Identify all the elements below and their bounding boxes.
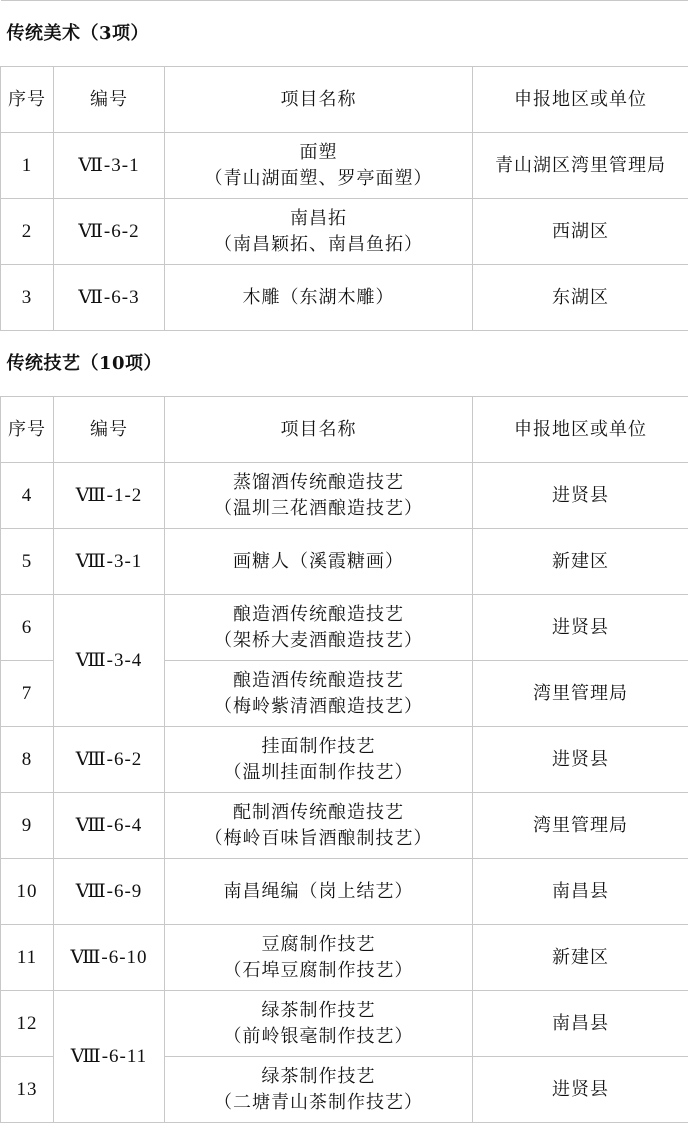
row-name [165,925,473,991]
row-name-main: 绿茶制作技艺 [261,1065,376,1087]
row-name-main: 酿造酒传统酿造技艺 [233,603,404,625]
row-code: Ⅷ-6-10 [54,925,165,991]
table-row [1,265,688,331]
row-name-main: 豆腐制作技艺 [261,933,376,955]
row-name-main: 南昌绳编（岗上结艺） [223,880,414,902]
row-region: 湾里管理局 [473,793,688,859]
row-region: 南昌县 [473,991,688,1057]
table-row [1,991,688,1057]
row-name-main: 挂面制作技艺 [261,735,376,757]
row-seq: 10 [1,859,54,925]
row-region: 进贤县 [473,595,688,661]
row-seq: 8 [1,727,54,793]
row-name [165,1057,473,1123]
row-name [165,727,473,793]
row-region: 进贤县 [473,463,688,529]
header-name: 项目名称 [165,397,473,463]
header-region: 申报地区或单位 [473,67,688,133]
row-name-main: 南昌拓 [290,207,347,229]
row-name-sub: （前岭银毫制作技艺） [223,1025,414,1047]
row-seq: 5 [1,529,54,595]
row-region: 湾里管理局 [473,661,688,727]
row-name-sub: （架桥大麦酒酿造技艺） [214,629,423,651]
row-name-sub: （二塘青山茶制作技艺） [214,1091,423,1113]
row-code: Ⅶ-3-1 [54,133,165,199]
row-name-main: 面塑 [299,141,338,163]
row-code: Ⅷ-6-11 [54,991,165,1123]
row-name-main: 配制酒传统酿造技艺 [233,801,404,823]
row-name [165,661,473,727]
row-region: 西湖区 [473,199,688,265]
section-title-row [1,331,688,397]
row-name-main: 绿茶制作技艺 [261,999,376,1021]
header-row [1,397,688,463]
row-name [165,133,473,199]
section-title: 传统美术（3项） [1,1,688,67]
row-name [165,793,473,859]
row-name [165,859,473,925]
row-name-sub: （青山湖面塑、罗亭面塑） [204,167,433,189]
row-region: 进贤县 [473,727,688,793]
row-code: Ⅷ-6-9 [54,859,165,925]
row-name-main: 蒸馏酒传统酿造技艺 [233,471,404,493]
row-code: Ⅷ-3-1 [54,529,165,595]
row-code: Ⅷ-6-2 [54,727,165,793]
table-row [1,727,688,793]
row-name-sub: （南昌颖拓、南昌鱼拓） [214,233,423,255]
header-code: 编号 [54,397,165,463]
row-region: 青山湖区湾里管理局 [473,133,688,199]
row-name-sub: （梅岭百味旨酒酿制技艺） [204,827,433,849]
row-name-sub: （温圳三花酒酿造技艺） [214,497,423,519]
row-region: 新建区 [473,529,688,595]
row-name-sub: （梅岭紫清酒酿造技艺） [214,695,423,717]
header-seq: 序号 [1,397,54,463]
row-seq: 7 [1,661,54,727]
row-name [165,991,473,1057]
row-region: 进贤县 [473,1057,688,1123]
header-seq: 序号 [1,67,54,133]
row-region: 新建区 [473,925,688,991]
row-seq: 11 [1,925,54,991]
row-code: Ⅷ-6-4 [54,793,165,859]
table-row [1,133,688,199]
table-row [1,793,688,859]
table-row [1,463,688,529]
header-code: 编号 [54,67,165,133]
row-seq: 4 [1,463,54,529]
section-title: 传统技艺（10项） [1,331,688,397]
row-code: Ⅷ-3-4 [54,595,165,727]
row-name-main: 酿造酒传统酿造技艺 [233,669,404,691]
row-code: Ⅷ-1-2 [54,463,165,529]
table-row [1,199,688,265]
row-code: Ⅶ-6-2 [54,199,165,265]
row-seq: 13 [1,1057,54,1123]
table-row [1,595,688,661]
table-row [1,859,688,925]
row-name-main: 木雕（东湖木雕） [242,286,395,308]
row-name [165,463,473,529]
row-seq: 3 [1,265,54,331]
header-row [1,67,688,133]
row-seq: 2 [1,199,54,265]
row-name [165,595,473,661]
row-seq: 9 [1,793,54,859]
section-title-row [1,1,688,67]
row-name-sub: （温圳挂面制作技艺） [223,761,414,783]
row-name-sub: （石埠豆腐制作技艺） [223,959,414,981]
row-name [165,529,473,595]
table-row [1,529,688,595]
header-name: 项目名称 [165,67,473,133]
row-region: 东湖区 [473,265,688,331]
row-code: Ⅶ-6-3 [54,265,165,331]
header-region: 申报地区或单位 [473,397,688,463]
row-name [165,265,473,331]
row-name [165,199,473,265]
table-row [1,925,688,991]
row-seq: 6 [1,595,54,661]
row-seq: 1 [1,133,54,199]
row-region: 南昌县 [473,859,688,925]
row-seq: 12 [1,991,54,1057]
row-name-main: 画糖人（溪霞糖画） [233,550,404,572]
